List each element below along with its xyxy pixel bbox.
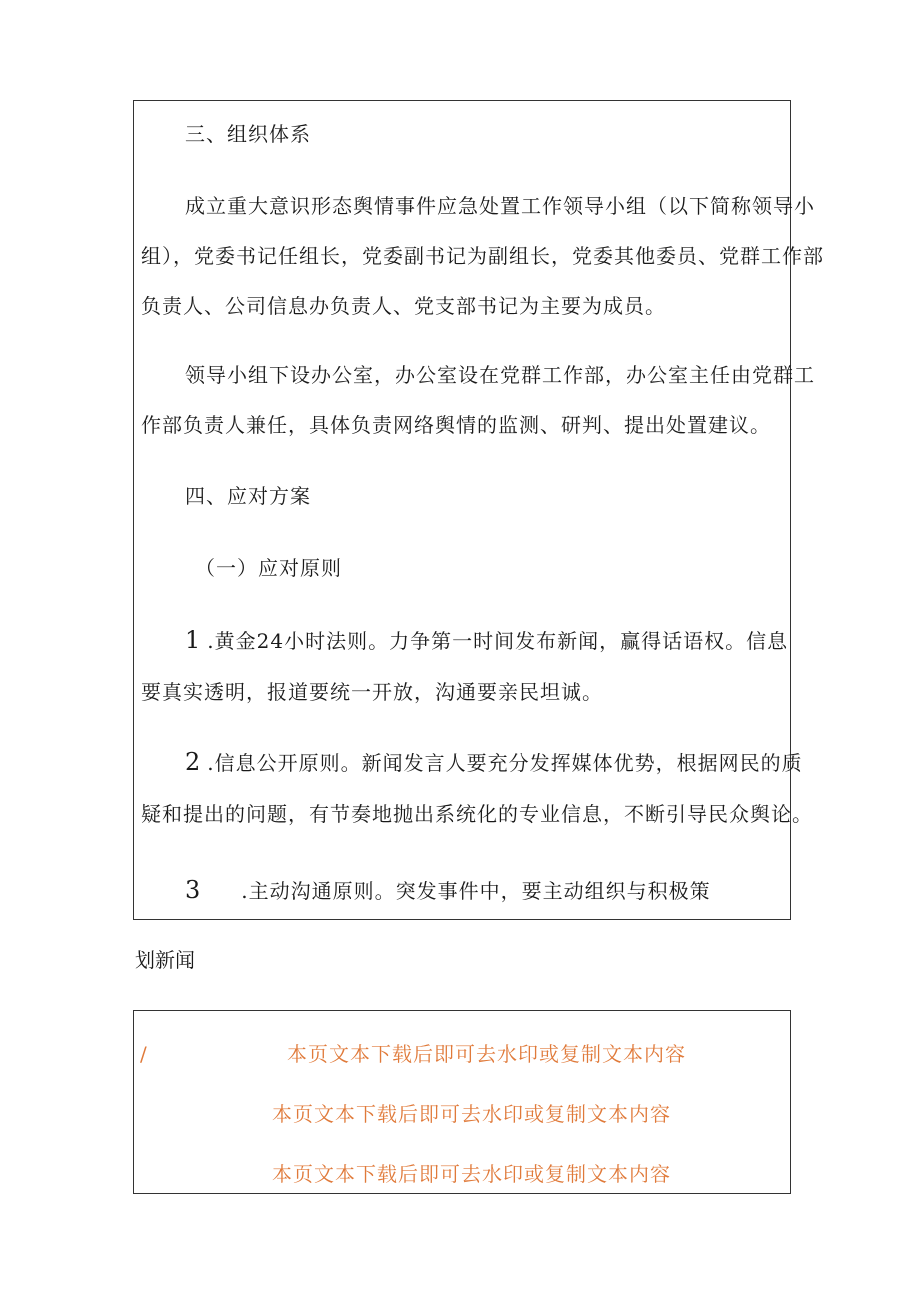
paragraph-line: 组），党委书记任组长，党委副书记为副组长，党委其他委员、党群工作部 bbox=[141, 244, 824, 268]
watermark-text: 本页文本下载后即可去水印或复制文本内容 bbox=[272, 1162, 671, 1186]
overflow-text: 划新闻 bbox=[135, 948, 195, 972]
item-number: 2 bbox=[185, 748, 202, 776]
principle-item-1 bbox=[185, 626, 788, 655]
principle-item-3 bbox=[185, 876, 711, 905]
content-frame bbox=[133, 100, 791, 920]
watermark-text: 本页文本下载后即可去水印或复制文本内容 bbox=[272, 1102, 671, 1126]
paragraph-line: 要真实透明，报道要统一开放，沟通要亲民坦诚。 bbox=[141, 680, 603, 704]
item-number: 3 bbox=[185, 876, 202, 904]
principle-item-2 bbox=[185, 748, 803, 777]
paragraph-line: 作部负责人兼任，具体负责网络舆情的监测、研判、提出处置建议。 bbox=[141, 413, 771, 437]
item-text: .信息公开原则。新闻发言人要充分发挥媒体优势，根据网民的质 bbox=[207, 751, 803, 775]
paragraph-line: 疑和提出的问题，有节奏地抛出系统化的专业信息，不断引导民众舆论。 bbox=[141, 802, 813, 826]
watermark-text: 本页文本下载后即可去水印或复制文本内容 bbox=[287, 1042, 686, 1066]
section-heading-response: 四、应对方案 bbox=[185, 484, 311, 508]
watermark-slash: / bbox=[140, 1042, 147, 1066]
paragraph-line: 成立重大意识形态舆情事件应急处置工作领导小组（以下简称领导小 bbox=[185, 194, 815, 218]
item-text: .黄金24小时法则。力争第一时间发布新闻，赢得话语权。信息 bbox=[207, 629, 789, 653]
paragraph-line: 领导小组下设办公室，办公室设在党群工作部，办公室主任由党群工 bbox=[185, 363, 815, 387]
section-heading-organization: 三、组织体系 bbox=[185, 122, 311, 146]
paragraph-line: 负责人、公司信息办负责人、党支部书记为主要为成员。 bbox=[141, 294, 666, 318]
subsection-heading-principles: （一）应对原则 bbox=[195, 556, 342, 580]
item-number: 1 bbox=[185, 626, 202, 654]
item-text: .主动沟通原则。突发事件中，要主动组织与积极策 bbox=[241, 879, 711, 903]
